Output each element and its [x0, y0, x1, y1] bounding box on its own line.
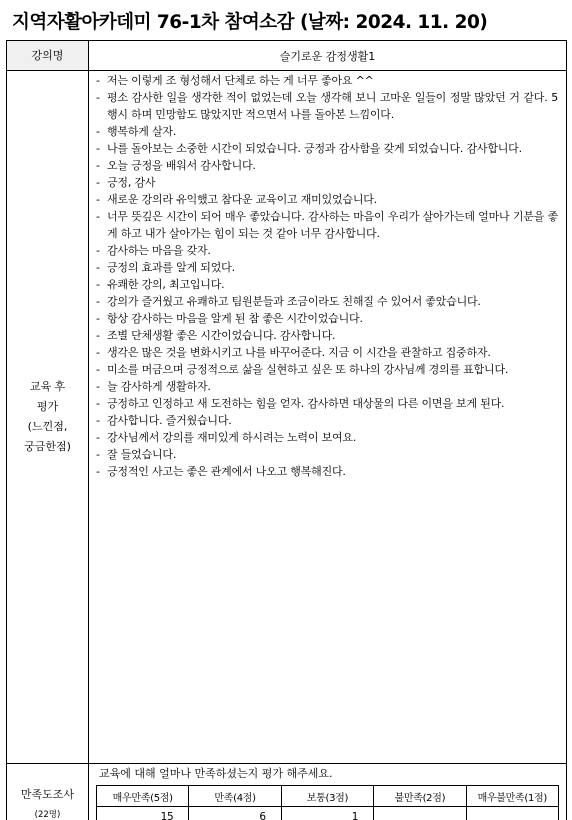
comment-item [96, 259, 558, 276]
comment-item [96, 327, 558, 344]
rating-table [96, 785, 559, 820]
comment-text: 유쾌한 강의, 최고입니다. [107, 278, 225, 291]
document-title: 지역자활아카데미 76-1차 참여소감 (날짜: 2024. 11. 20) [12, 12, 488, 33]
bullet-dash: - [96, 380, 100, 393]
comment-text: 긍정적인 사고는 좋은 관계에서 나오고 행복해진다. [107, 465, 346, 478]
feedback-label-line: (느낀점, [27, 420, 68, 433]
comment-text: 너무 뜻깊은 시간이 되어 매우 좋았습니다. 감사하는 마음이 우리가 살아가는데 얼마나 기분을 좋게 하고 내가 살아가는 힘이 되는 것 같아 너무 감사합니다. [107, 210, 558, 240]
rating-count-very-unsatisfied [466, 807, 558, 820]
comment-text: 감사합니다. 즐거웠습니다. [107, 414, 232, 427]
bullet-dash: - [96, 142, 100, 155]
bullet-dash: - [96, 295, 100, 308]
satisfaction-label: 만족도조사 [20, 787, 75, 801]
comment-item [96, 378, 558, 395]
feedback-label [7, 71, 89, 764]
respondent-count: (22명) [34, 809, 61, 820]
bullet-dash: - [96, 278, 100, 291]
bullet-dash: - [96, 397, 100, 410]
comment-item [96, 174, 558, 191]
comment-item [96, 293, 558, 310]
comment-item [96, 344, 558, 361]
comments-list [96, 71, 558, 480]
rating-header-unsatisfied: 불만족(2점) [374, 786, 466, 807]
bullet-dash: - [96, 125, 100, 138]
comment-text: 강사님께서 강의를 재미있게 하시려는 노력이 보여요. [107, 431, 357, 444]
comment-item [96, 463, 558, 480]
course-row [7, 41, 567, 71]
feedback-label-line: 평가 [36, 400, 59, 413]
comment-item [96, 140, 558, 157]
bullet-dash: - [96, 74, 100, 87]
feedback-comments [89, 71, 567, 764]
comment-item [96, 412, 558, 429]
comment-text: 나를 돌아보는 소중한 시간이 되었습니다. 긍정과 감사함을 갖게 되었습니다. 감사합니다. [107, 142, 522, 155]
comment-text: 새로운 강의라 유익했고 참다운 교육이고 재미있었습니다. [107, 193, 378, 206]
comment-text: 오늘 긍정을 배워서 감사합니다. [107, 159, 256, 172]
bullet-dash: - [96, 176, 100, 189]
comment-text: 미소를 머금으며 긍정적으로 삶을 실현하고 싶은 또 하나의 강사님께 경의를 표합니다. [107, 363, 509, 376]
feedback-label-line: 궁금한점) [24, 440, 71, 453]
comment-text: 생각은 많은 것을 변화시키고 나를 바꾸어준다. 지금 이 시간을 관찰하고 집중하자. [107, 346, 491, 359]
satisfaction-row [7, 764, 567, 820]
satisfaction-label-cell [7, 764, 89, 820]
rating-count-neutral: 1 [281, 807, 373, 820]
bullet-dash: - [96, 329, 100, 342]
comment-item [96, 310, 558, 327]
bullet-dash: - [96, 465, 100, 478]
course-name: 슬기로운 감정생활1 [89, 41, 567, 71]
comment-item [96, 208, 558, 242]
comment-item [96, 276, 558, 293]
comment-text: 행복하게 살자. [107, 125, 177, 138]
comment-text: 저는 이렇게 조 형성해서 단체로 하는 게 너무 좋아요 ^^ [107, 74, 374, 87]
bullet-dash: - [96, 448, 100, 461]
course-label: 강의명 [7, 41, 89, 71]
rating-header-very-unsatisfied: 매우불만족(1점) [466, 786, 558, 807]
rating-count-satisfied: 6 [189, 807, 281, 820]
bullet-dash: - [96, 414, 100, 427]
comment-item [96, 429, 558, 446]
rating-count-row [97, 807, 559, 820]
comment-text: 긍정, 감사 [107, 176, 156, 189]
rating-count-very-satisfied: 15 [97, 807, 189, 820]
comment-text: 감사하는 마음을 갖자. [107, 244, 211, 257]
bullet-dash: - [96, 91, 100, 104]
feedback-label-line: 교육 후 [29, 380, 66, 393]
bullet-dash: - [96, 159, 100, 172]
comment-item [96, 242, 558, 259]
comment-item [96, 191, 558, 208]
bullet-dash: - [96, 363, 100, 376]
feedback-row [7, 71, 567, 764]
comment-item [96, 72, 558, 89]
comment-text: 늘 감사하게 생활하자. [107, 380, 211, 393]
evaluation-table [6, 40, 567, 820]
bullet-dash: - [96, 193, 100, 206]
bullet-dash: - [96, 431, 100, 444]
comment-text: 강의가 즐거웠고 유쾌하고 팀원분들과 조금이라도 친해질 수 있어서 좋았습니다. [107, 295, 481, 308]
comment-text: 평소 감사한 일을 생각한 적이 없었는데 오늘 생각해 보니 고마운 일들이 정말 많았던 거 같다. 5행시 하며 민망함도 많았지만 적으면서 나를 돌아본 느낌이다. [107, 91, 558, 121]
comment-text: 항상 감사하는 마음을 알게 된 참 좋은 시간이었습니다. [107, 312, 363, 325]
bullet-dash: - [96, 244, 100, 257]
comment-item [96, 89, 558, 123]
bullet-dash: - [96, 312, 100, 325]
rating-header-row [97, 786, 559, 807]
rating-header-very-satisfied: 매우만족(5점) [97, 786, 189, 807]
rating-header-neutral: 보통(3점) [281, 786, 373, 807]
comment-item [96, 123, 558, 140]
comment-item [96, 395, 558, 412]
comment-text: 조별 단체생활 좋은 시간이었습니다. 감사합니다. [107, 329, 336, 342]
bullet-dash: - [96, 346, 100, 359]
rating-header-satisfied: 만족(4점) [189, 786, 281, 807]
comment-text: 긍정하고 인정하고 새 도전하는 힘을 얻자. 감사하면 대상물의 다른 이면을 보게 된다. [107, 397, 505, 410]
comment-text: 긍정의 효과를 알게 되었다. [107, 261, 235, 274]
comment-text: 잘 들었습니다. [107, 448, 177, 461]
comment-item [96, 157, 558, 174]
bullet-dash: - [96, 210, 100, 223]
comment-item [96, 446, 558, 463]
rating-count-unsatisfied [374, 807, 466, 820]
satisfaction-question: 교육에 대해 얼마나 만족하셨는지 평가 해주세요. [99, 767, 333, 780]
satisfaction-content [89, 764, 567, 820]
bullet-dash: - [96, 261, 100, 274]
comment-item [96, 361, 558, 378]
